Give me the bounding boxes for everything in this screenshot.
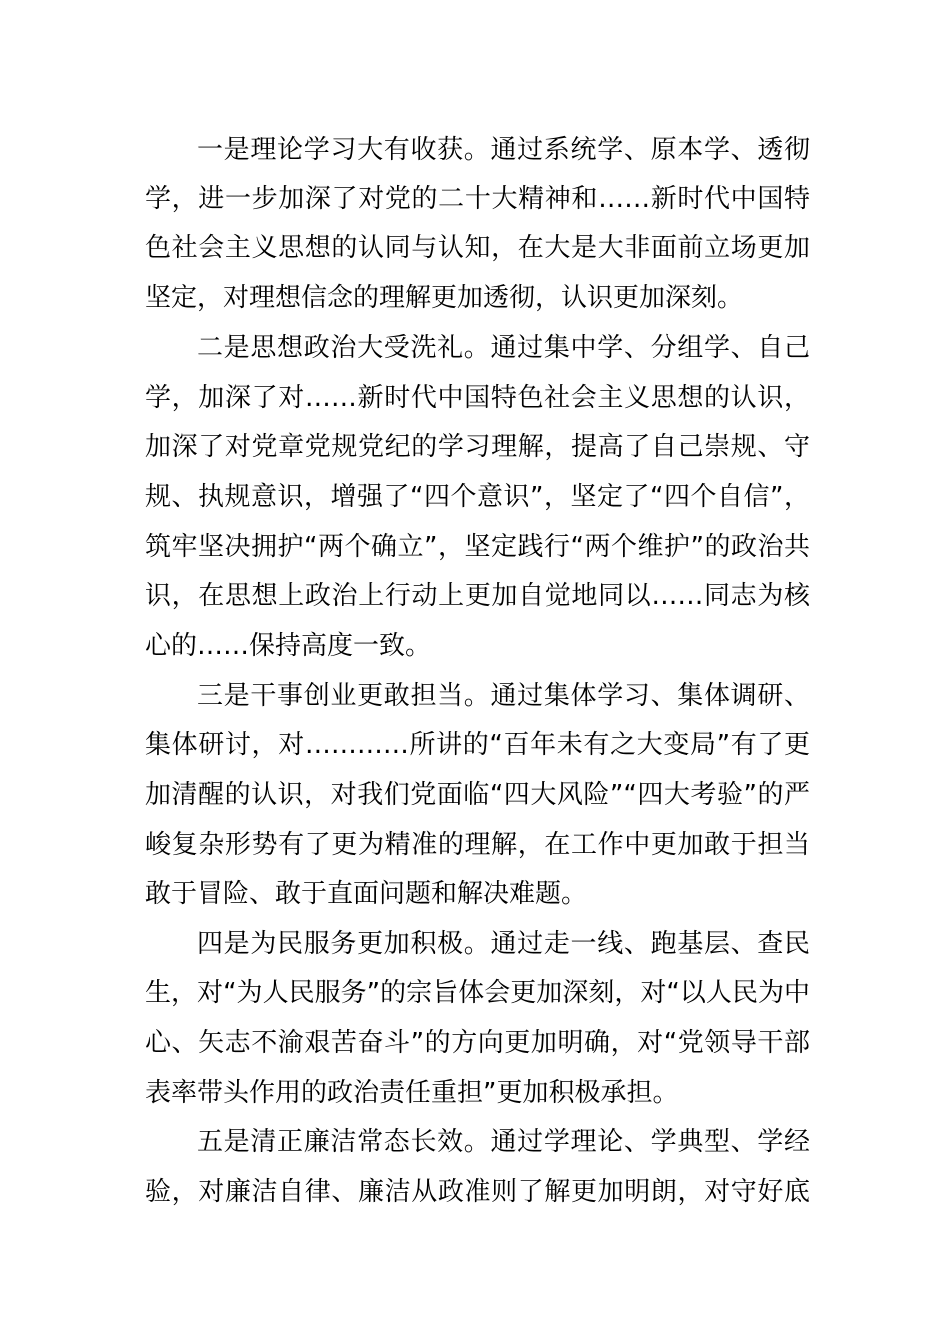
paragraph-2-line-1: 二是思想政治大受洗礼。通过集中学、分组学、自己 bbox=[197, 333, 810, 363]
paragraph-2-line-5: 筑牢坚决拥护“两个确立”，坚定践行“两个维护”的政治共 bbox=[145, 532, 810, 562]
paragraph-1-line-2: 学，进一步加深了对党的二十大精神和……新时代中国特 bbox=[145, 184, 810, 214]
paragraph-5-line-1: 五是清正廉洁常态长效。通过学理论、学典型、学经 bbox=[197, 1127, 810, 1157]
paragraph-2-line-3: 加深了对党章党规党纪的学习理解，提高了自己崇规、守 bbox=[145, 432, 810, 462]
paragraph-3-line-2: 集体研讨，对…………所讲的“百年未有之大变局”有了更 bbox=[145, 730, 810, 760]
paragraph-1-line-3: 色社会主义思想的认同与认知，在大是大非面前立场更加 bbox=[145, 233, 810, 263]
paragraph-4-line-3: 心、矢志不渝艰苦奋斗”的方向更加明确，对“党领导干部 bbox=[145, 1028, 810, 1058]
paragraph-3-line-3: 加清醒的认识，对我们党面临“四大风险”“四大考验”的严 bbox=[145, 780, 810, 810]
paragraph-2-line-7: 心的……保持高度一致。 bbox=[145, 631, 432, 661]
paragraph-2-line-6: 识，在思想上政治上行动上更加自觉地同以……同志为核 bbox=[145, 581, 810, 611]
paragraph-4-line-2: 生，对“为人民服务”的宗旨体会更加深刻，对“以人民为中 bbox=[145, 978, 810, 1008]
paragraph-3-line-5: 敢于冒险、敢于直面问题和解决难题。 bbox=[145, 879, 588, 909]
paragraph-4-line-1: 四是为民服务更加积极。通过走一线、跑基层、查民 bbox=[197, 929, 810, 959]
paragraph-3-line-4: 峻复杂形势有了更为精准的理解，在工作中更加敢于担当 bbox=[145, 830, 810, 860]
paragraph-1-line-1: 一是理论学习大有收获。通过系统学、原本学、透彻 bbox=[197, 135, 810, 165]
paragraph-5-line-2: 验，对廉洁自律、廉洁从政准则了解更加明朗，对守好底 bbox=[145, 1177, 810, 1207]
paragraph-1-line-4: 坚定，对理想信念的理解更加透彻，认识更加深刻。 bbox=[145, 283, 744, 313]
paragraph-4-line-4: 表率带头作用的政治责任重担”更加积极承担。 bbox=[145, 1078, 679, 1108]
paragraph-3-line-1: 三是干事创业更敢担当。通过集体学习、集体调研、 bbox=[197, 681, 810, 711]
paragraph-2-line-2: 学，加深了对……新时代中国特色社会主义思想的认识， bbox=[145, 383, 810, 413]
paragraph-2-line-4: 规、执规意识，增强了“四个意识”，坚定了“四个自信”， bbox=[145, 482, 810, 512]
